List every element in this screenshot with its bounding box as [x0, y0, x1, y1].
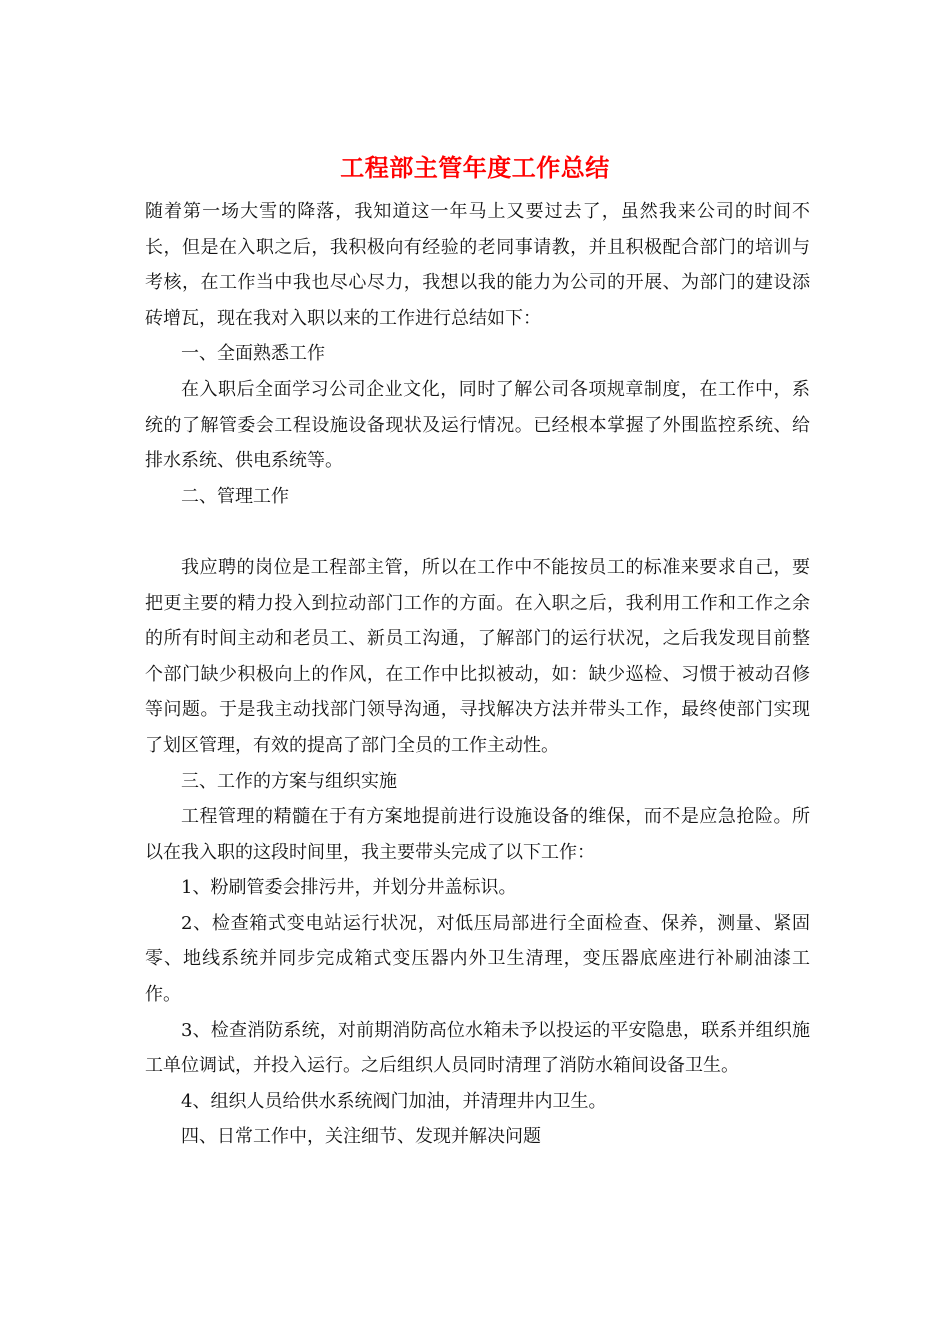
intro-paragraph: 随着第一场大雪的降落，我知道这一年马上又要过去了，虽然我来公司的时间不长，但是在入职之后，我积极向有经验的老同事请教，并且积极配合部门的培训与考核，在工作当中我也尽心尽力，我想以我的能力为公司的开展、为部门的建设添砖增瓦，现在我对入职以来的工作进行总结如下：: [145, 201, 810, 329]
list-item-1: 1、粉刷管委会排污井，并划分井盖标识。: [181, 877, 517, 899]
section-heading-1: 一、全面熟悉工作: [181, 343, 325, 365]
section-2-paragraph: 我应聘的岗位是工程部主管，所以在工作中不能按员工的标准来要求自己，要把更主要的精力投入到拉动部门工作的方面。在入职之后，我利用工作和工作之余的所有时间主动和老员工、新员工沟通，了解部门的运行状况，之后我发现目前整个部门缺少积极向上的作风，在工作中比拟被动，如：缺少巡检、习惯于被动召修等问题。于是我主动找部门领导沟通，寻找解决方法并带头工作，最终使部门实现了划区管理，有效的提高了部门全员的工作主动性。: [145, 556, 810, 756]
section-3-paragraph: 工程管理的精髓在于有方案地提前进行设施设备的维保，而不是应急抢险。所以在我入职的这段时间里，我主要带头完成了以下工作：: [145, 806, 810, 863]
section-1-paragraph: 在入职后全面学习公司企业文化，同时了解公司各项规章制度，在工作中，系统的了解管委会工程设施设备现状及运行情况。已经根本掌握了外围监控系统、给排水系统、供电系统等。: [145, 378, 810, 472]
document-title: 工程部主管年度工作总结: [340, 153, 610, 182]
section-heading-2: 二、管理工作: [181, 485, 289, 507]
list-item-3: 3、检查消防系统，对前期消防高位水箱未予以投运的平安隐患，联系并组织施工单位调试，并投入运行。之后组织人员同时清理了消防水箱间设备卫生。: [145, 1019, 810, 1077]
list-item-4: 4、组织人员给供水系统阀门加油，并清理井内卫生。: [181, 1090, 607, 1112]
section-heading-4: 四、日常工作中，关注细节、发现并解决问题: [181, 1126, 541, 1148]
blank-line: [145, 514, 810, 550]
list-item-2: 2、检查箱式变电站运行状况，对低压局部进行全面检查、保养，测量、紧固零、地线系统并同步完成箱式变压器内外卫生清理，变压器底座进行补刷油漆工作。: [145, 912, 810, 1006]
section-heading-3: 三、工作的方案与组织实施: [181, 770, 397, 792]
document-body: [145, 194, 810, 1155]
